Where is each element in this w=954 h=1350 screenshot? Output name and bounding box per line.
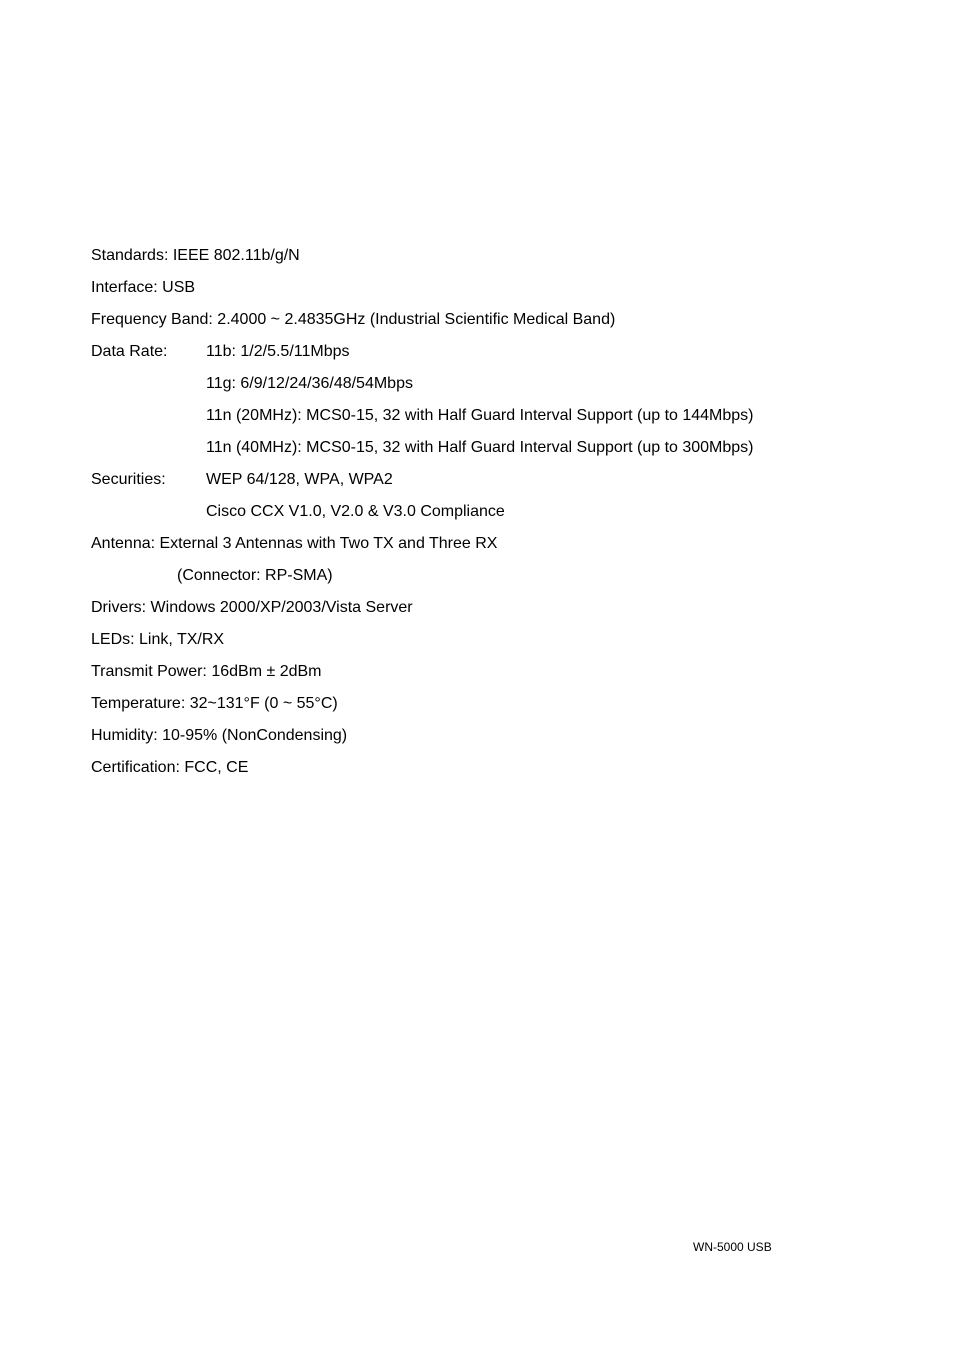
spec-drivers: Drivers: Windows 2000/XP/2003/Vista Server <box>91 599 413 616</box>
spec-temperature: Temperature: 32~131°F (0 ~ 55°C) <box>91 695 338 712</box>
spec-securities-label: Securities: <box>91 471 166 488</box>
spec-securities <box>91 464 891 496</box>
spec-antenna-connector: (Connector: RP-SMA) <box>177 567 333 584</box>
spec-interface: Interface: USB <box>91 279 196 296</box>
spec-humidity: Humidity: 10-95% (NonCondensing) <box>91 727 348 744</box>
spec-antenna: Antenna: External 3 Antennas with Two TX and Three RX <box>91 535 498 552</box>
spec-list <box>91 240 891 784</box>
spec-data-rate-label: Data Rate: <box>91 343 168 360</box>
spec-certification: Certification: FCC, CE <box>91 759 249 776</box>
spec-securities-value: WEP 64/128, WPA, WPA2 <box>206 471 393 488</box>
spec-data-rate-value: 11n (20MHz): MCS0-15, 32 with Half Guard Interval Support (up to 144Mbps) <box>206 407 754 424</box>
spec-data-rate <box>91 336 891 368</box>
spec-leds: LEDs: Link, TX/RX <box>91 631 225 648</box>
spec-data-rate-value: 11n (40MHz): MCS0-15, 32 with Half Guard Interval Support (up to 300Mbps) <box>206 439 754 456</box>
spec-securities-value: Cisco CCX V1.0, V2.0 & V3.0 Compliance <box>206 503 505 520</box>
spec-data-rate-value: 11g: 6/9/12/24/36/48/54Mbps <box>206 375 413 392</box>
footer-model-label: WN-5000 USB <box>693 1240 772 1254</box>
spec-standards: Standards: IEEE 802.11b/g/N <box>91 247 300 264</box>
spec-transmit-power: Transmit Power: 16dBm ± 2dBm <box>91 663 322 680</box>
spec-frequency-band: Frequency Band: 2.4000 ~ 2.4835GHz (Industrial Scientific Medical Band) <box>91 311 616 328</box>
spec-data-rate-value: 11b: 1/2/5.5/11Mbps <box>206 343 350 360</box>
